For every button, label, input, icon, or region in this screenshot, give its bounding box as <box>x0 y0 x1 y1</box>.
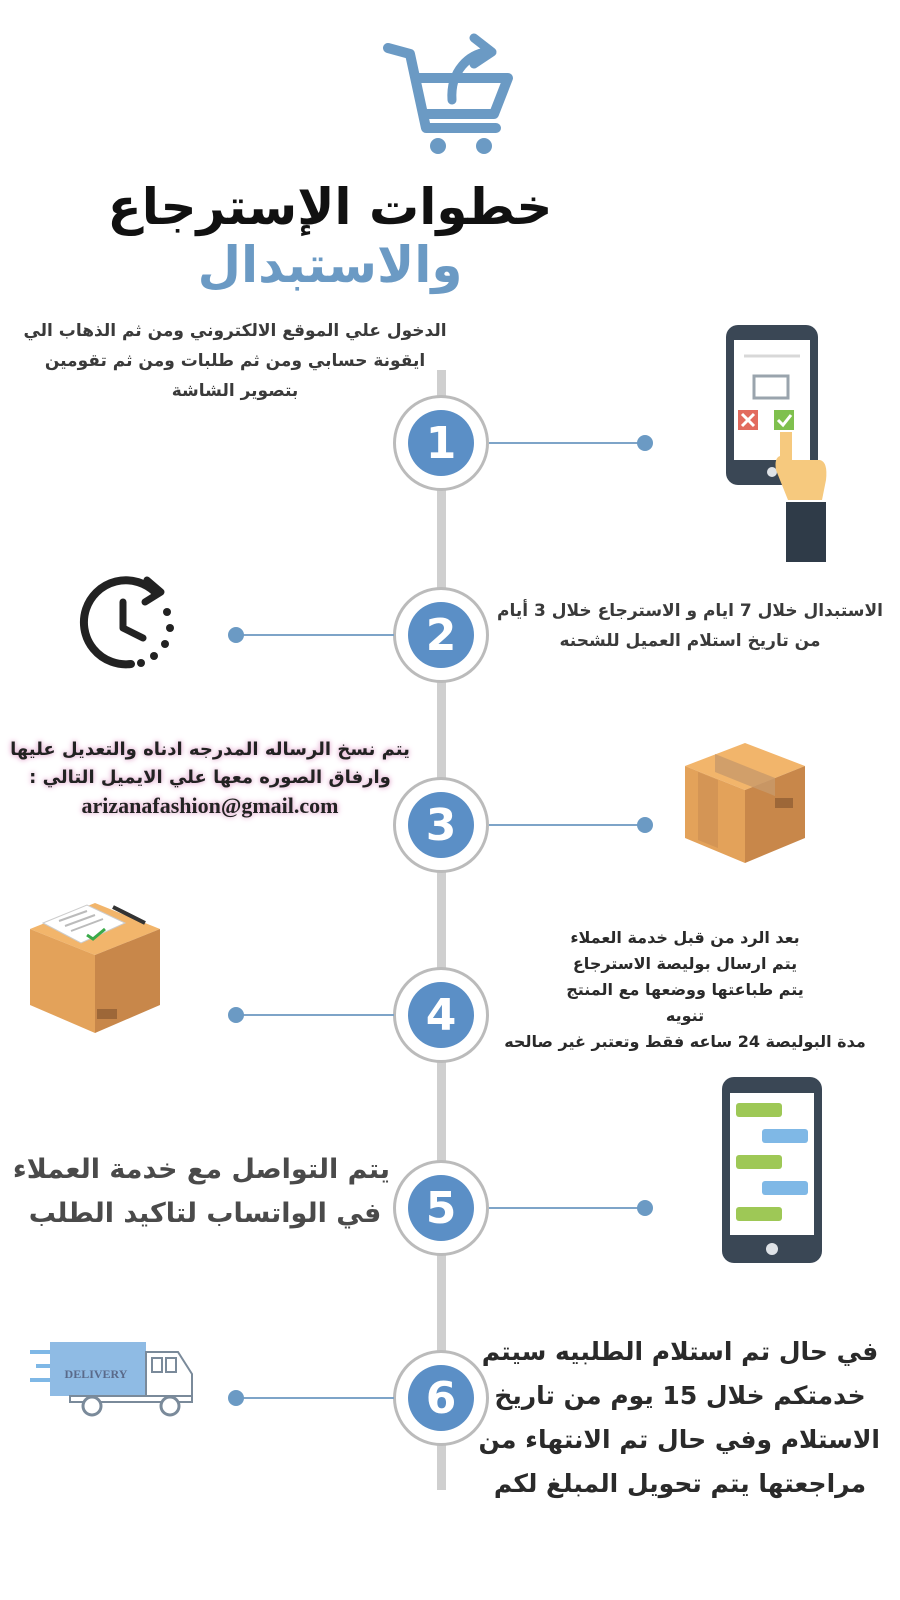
step-3-dot <box>637 817 653 833</box>
step-6-text: في حال تم استلام الطلبيه سيتم خدمتكم خلال 15 يوم من تاريخ الاستلام وفي حال تم الانتهاء من مراجعتها يتم تحويل المبلغ لكم <box>478 1337 880 1498</box>
email-address: arizanafashion@gmail.com <box>81 793 339 818</box>
step-5-circle <box>393 1160 489 1256</box>
box-document-icon <box>25 893 165 1038</box>
phone-tap-icon <box>710 320 840 565</box>
delivery-label: DELIVERY <box>64 1367 128 1381</box>
step-6-dot <box>228 1390 244 1406</box>
step-5-number: 5 <box>408 1175 474 1241</box>
step-4-connector <box>236 1014 394 1016</box>
step-1-number: 1 <box>408 410 474 476</box>
box-icon <box>680 738 810 868</box>
step-3-text: يتم نسخ الرساله المدرجه ادناه والتعديل عليها وارفاق الصوره معها علي الايميل التالي : arizanafashion@gmail.com <box>10 739 410 818</box>
step-3-number: 3 <box>408 792 474 858</box>
step-2-connector <box>236 634 394 636</box>
step-6-connector <box>236 1397 394 1399</box>
phone-chat-icon <box>720 1075 825 1265</box>
step-5-text: يتم التواصل مع خدمة العملاء في الواتساب لتاكيد الطلب <box>12 1154 390 1229</box>
step-2-dot <box>228 627 244 643</box>
step-1-dot <box>637 435 653 451</box>
title-part-1: خطوات الإسترجاع <box>107 178 553 236</box>
step-2-circle <box>393 587 489 683</box>
title-part-2: والاستبدال <box>197 236 463 294</box>
step-1-text: الدخول علي الموقع الالكتروني ومن ثم الذهاب الي ايقونة حسابي ومن ثم طلبات ومن ثم تقومين بتصوير الشاشة <box>23 321 447 401</box>
timeline-line <box>437 370 446 1490</box>
step-2-text: الاستبدال خلال 7 ايام و الاسترجاع خلال 3 أيام من تاريخ استلام العميل للشحنه <box>497 601 883 651</box>
step-4-text: بعد الرد من قبل خدمة العملاء يتم ارسال بوليصة الاسترجاع يتم طباعتها ووضعها مع المنتج تنويه مدة البوليصة 24 ساعه فقط وتعتبر غير صالحه <box>504 928 866 1051</box>
page-title <box>0 178 660 294</box>
delivery-truck-icon <box>30 1338 195 1418</box>
step-4-number: 4 <box>408 982 474 1048</box>
step-3-connector <box>489 824 645 826</box>
step-4-dot <box>228 1007 244 1023</box>
step-5-connector <box>489 1207 645 1209</box>
clock-icon <box>75 572 180 672</box>
step-6-circle <box>393 1350 489 1446</box>
shopping-cart-return-icon <box>380 30 520 155</box>
step-5-dot <box>637 1200 653 1216</box>
step-6-number: 6 <box>408 1365 474 1431</box>
step-1-circle <box>393 395 489 491</box>
step-1-connector <box>489 442 645 444</box>
step-2-number: 2 <box>408 602 474 668</box>
